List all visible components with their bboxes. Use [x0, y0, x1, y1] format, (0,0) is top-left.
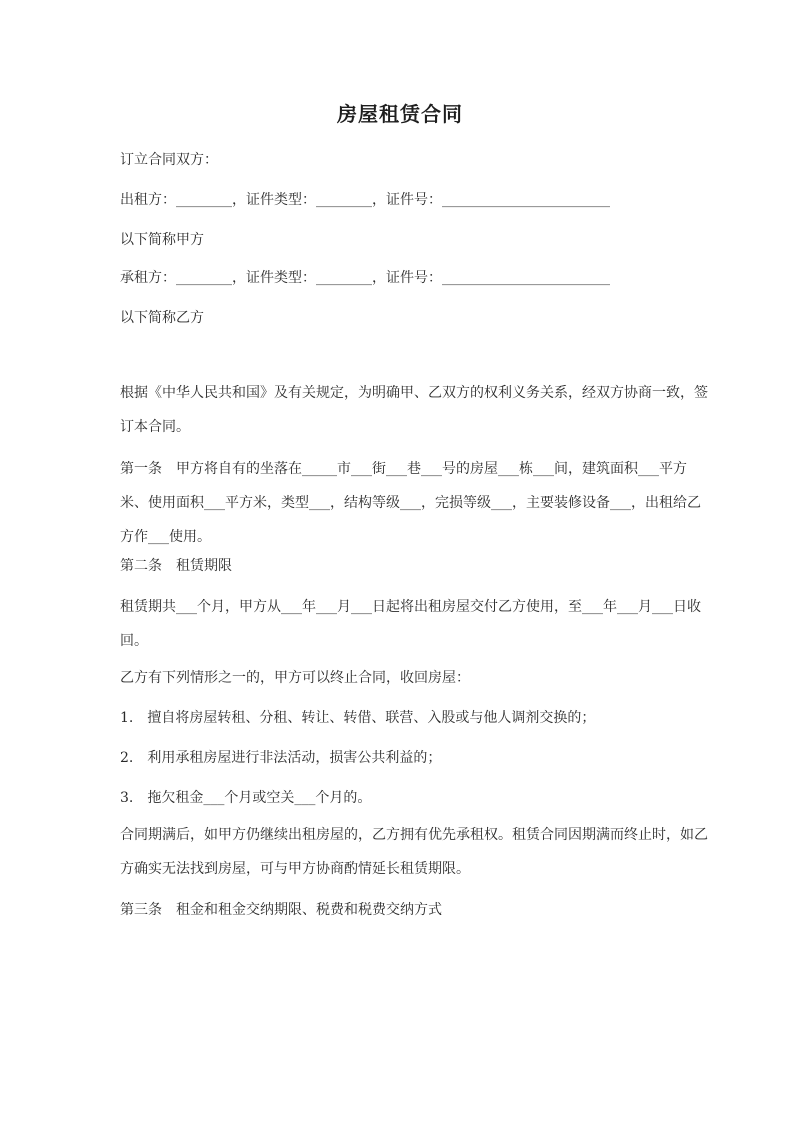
article-1: 第一条 甲方将自有的坐落在_____市___街___巷___号的房屋___栋___间，建筑面积___平方米、使用面积___平方米，类型___，结构等级___，完损等级___，主要装修设备___，出租给乙方作___使用。 — [120, 461, 701, 545]
lessor-line: 出租方：________，证件类型：________，证件号：________________________ — [120, 192, 610, 208]
termination-item-1: 1. 擅自将房屋转租、分租、转让、转借、联营、入股或与他人调剂交换的； — [120, 710, 596, 726]
termination-item-3: 3. 拖欠租金___个月或空关___个月的。 — [120, 790, 372, 806]
renewal-paragraph: 合同期满后，如甲方仍继续出租房屋的，乙方拥有优先承租权。租赁合同因期满而终止时，如乙方确实无法找到房屋，可与甲方协商酌情延长租赁期限。 — [120, 827, 708, 877]
article-2-body: 租赁期共___个月，甲方从___年___月___日起将出租房屋交付乙方使用，至___年___月___日收回。 — [120, 599, 701, 649]
parties-heading: 订立合同双方： — [120, 152, 218, 168]
intro-paragraph: 根据《中华人民共和国》及有关规定，为明确甲、乙双方的权利义务关系，经双方协商一致，签订本合同。 — [120, 385, 708, 435]
termination-item-2: 2. 利用承租房屋进行非法活动，损害公共利益的； — [120, 750, 442, 766]
article-3-heading: 第三条 租金和租金交纳期限、税费和税费交纳方式 — [120, 902, 442, 918]
lessee-alias: 以下简称乙方 — [120, 310, 204, 326]
lessor-alias: 以下简称甲方 — [120, 232, 204, 248]
article-2-heading: 第二条 租赁期限 — [120, 558, 232, 574]
termination-intro: 乙方有下列情形之一的，甲方可以终止合同，收回房屋： — [120, 670, 470, 686]
lessee-line: 承租方：________，证件类型：________，证件号：________________________ — [120, 270, 610, 286]
document-title: 房屋租赁合同 — [337, 102, 463, 126]
